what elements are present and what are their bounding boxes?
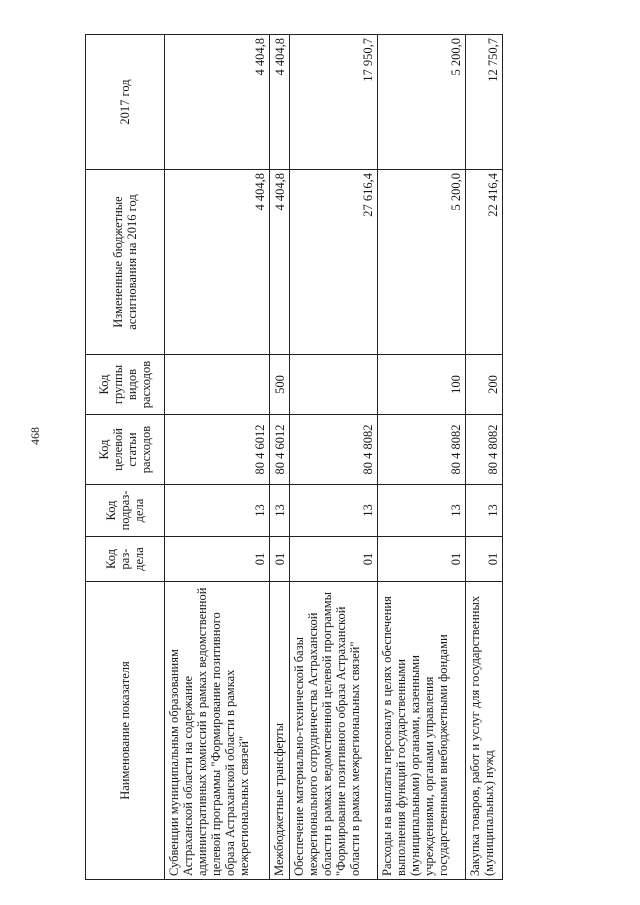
header-2017: 2017 год <box>86 35 165 170</box>
cell-target: 80 4 8082 <box>290 415 378 485</box>
cell-section: 01 <box>270 537 290 582</box>
budget-table <box>85 34 503 880</box>
cell-group: 100 <box>378 355 466 415</box>
cell-subsection: 13 <box>165 485 270 537</box>
cell-changed: 4 404,8 <box>165 170 270 355</box>
cell-target: 80 4 8082 <box>378 415 466 485</box>
cell-name: Закупка товаров, работ и услуг для государственных (муниципальных) нужд <box>466 582 503 880</box>
cell-changed: 22 416,4 <box>466 170 503 355</box>
rotated-table-container <box>85 35 500 880</box>
cell-subsection: 13 <box>270 485 290 537</box>
cell-target: 80 4 8082 <box>466 415 503 485</box>
page-number: 468 <box>28 427 42 445</box>
cell-group: 500 <box>270 355 290 415</box>
cell-subsection: 13 <box>466 485 503 537</box>
cell-group <box>290 355 378 415</box>
cell-changed: 5 200,0 <box>378 170 466 355</box>
cell-subsection: 13 <box>290 485 378 537</box>
header-group: Код группы видов расходов <box>86 355 165 415</box>
cell-2017: 12 750,7 <box>466 35 503 170</box>
table-row <box>466 35 503 880</box>
table-row <box>165 35 270 880</box>
cell-group <box>165 355 270 415</box>
cell-section: 01 <box>466 537 503 582</box>
header-section: Код раз- дела <box>86 537 165 582</box>
header-subsection: Код подраз- дела <box>86 485 165 537</box>
cell-section: 01 <box>378 537 466 582</box>
cell-2017: 17 950,7 <box>290 35 378 170</box>
header-changed: Измененные бюджетные ассигнования на 2016 год <box>86 170 165 355</box>
cell-target: 80 4 6012 <box>270 415 290 485</box>
cell-name: Расходы на выплаты персоналу в целях обеспечения выполнения функций государственными (муниципальными) органами, казенными учреждениями, органами управления государственными внебюджетными фондами <box>378 582 466 880</box>
table-row <box>270 35 290 880</box>
cell-name: Обеспечение материально-технической базы межрегионального сотрудничества Астраханской области в рамках ведомственной целевой программы "Формирование позитивного образа Астраханской области в рамках межрегиональных связей" <box>290 582 378 880</box>
cell-section: 01 <box>290 537 378 582</box>
table-row <box>378 35 466 880</box>
table-header-row <box>86 35 165 880</box>
cell-group: 200 <box>466 355 503 415</box>
cell-2017: 4 404,8 <box>270 35 290 170</box>
cell-2017: 5 200,0 <box>378 35 466 170</box>
header-target: Код целевой статьи расходов <box>86 415 165 485</box>
cell-target: 80 4 6012 <box>165 415 270 485</box>
cell-name: Межбюджетные трансферты <box>270 582 290 880</box>
cell-name: Субвенции муниципальным образованиям Астраханской области на содержание административных комиссий в рамках ведомственной целевой программы "Формирование позитивного образа Астраханской области в рамках межрегиональных связей" <box>165 582 270 880</box>
cell-changed: 4 404,8 <box>270 170 290 355</box>
table-row <box>290 35 378 880</box>
cell-2017: 4 404,8 <box>165 35 270 170</box>
cell-section: 01 <box>165 537 270 582</box>
cell-subsection: 13 <box>378 485 466 537</box>
cell-changed: 27 616,4 <box>290 170 378 355</box>
header-name: Наименование показателя <box>86 582 165 880</box>
